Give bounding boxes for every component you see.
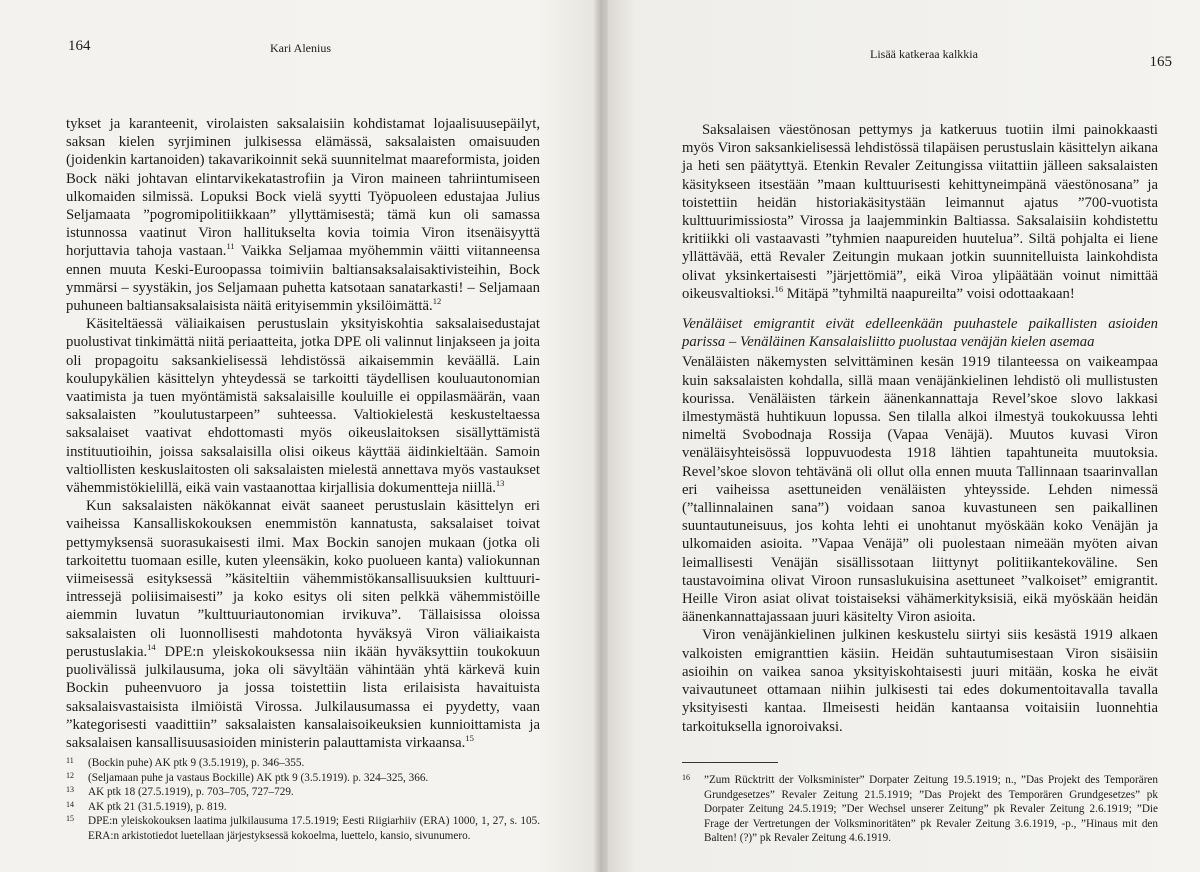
footnote-text: AK ptk 18 (27.5.1919), p. 703–705, 727–729. — [88, 786, 294, 799]
footnote — [66, 771, 540, 786]
paragraph — [66, 497, 540, 752]
paragraph-text: Mitäpä ”tyhmiltä naapureilta” voisi odottaakaan! — [783, 285, 1075, 302]
footnote-number: 13 — [66, 785, 74, 795]
footnote-number: 12 — [66, 770, 74, 780]
paragraph — [682, 121, 1158, 303]
right-page — [606, 0, 1200, 872]
footnote-number: 16 — [682, 773, 690, 782]
page-number: 165 — [1149, 54, 1172, 70]
paragraph-text: DPE:n yleiskokouksessa niin ikään hyväksyttiin toukokuun puolivälissä julkilausuma, joka oli sävyltään vähintään yhtä kärkevä kuin Bockin puheenvuoro ja jossa toistettiin lista erilaisista havaituista saksalaisvastaisista ilmiöistä Virossa. Julkilausumassa ei pyydetty, vaan ”kategorisesti vaadittiin” saksalaisten kansalaisoikeuksien kunnioittamista ja saksalaisen kansallisuusasioiden ministerin palauttamista virkaansa. — [66, 643, 540, 751]
footnote-rule — [682, 762, 778, 763]
footnotes — [682, 773, 1158, 846]
footnote-text: ”Zum Rücktritt der Volksminister” Dorpater Zeitung 19.5.1919; n., ”Das Projekt des Temporären Grundgesetzes” Revaler Zeitung 21.5.1919; ”Das Projekt des Temporären Grundgesetzes” pk Dorpater Zeitung 24.5.1919; ”Der Wechsel unserer Zeitung” pk Revaler Zeitung 2.6.1919; ”Die Frage der Vertretungen der Volksminoritäten” pk Revaler Zeitung 3.6.1919, -p., ”Hinaus mit den Balten! (?)” pk Revaler Zeitung 4.6.1919. — [704, 774, 1158, 845]
footnote-number: 14 — [66, 799, 74, 809]
paragraph-text: Vaikka Seljamaa myöhemmin väitti viitanneensa ennen muuta Keski-Euroopassa toimiviin baltiansaksalaisaktivisteihin, Bock ymmärsi – syystäkin, jos Seljamaan puhetta katsotaan sanatarkasti! – Seljamaan puhuneen baltiansaksalaisista näitä erityisemmin yksilöimättä. — [66, 243, 540, 315]
left-page — [0, 0, 596, 872]
paragraph — [682, 353, 1158, 626]
paragraph-text: Kun saksalaisten näkökannat eivät saaneet perustuslain käsittelyn eri vaiheissa Kansalliskokouksen enemmistön kannatusta, saksalaiset toivat pettymyksensä suorasukaisesti ilmi. Max Bockin sanojen mukaan (jotka oli tarkoitettu tuomaan esille, kuten yleensäkin, koko puolueen kanta) valiokunnan viimeisessä esityksessä ”käsiteltiin vähemmistökansallisuuksien kulttuuri-intressejä poliisimaisesti” ja koko esitys oli siten pelkkä vähemmistöille aiemmin luvatun ”kulttuuriautonomian irvikuva”. Tällaisissa oloissa saksalaisten oli luonnollisesti mahdotonta hyväksyä Viron väliaikaista perustuslakia. — [66, 498, 540, 660]
footnote — [66, 800, 540, 815]
footnote-ref: 11 — [226, 241, 235, 252]
section-heading — [682, 315, 1158, 351]
footnote-ref: 15 — [465, 732, 474, 743]
footnote-text: DPE:n yleiskokouksen laatima julkilausuma 17.5.1919; Eesti Riigiarhiiv (ERA) 1000, 1, 27, s. 105. ERA:n arkistotiedot luetellaan järjestyksessä kokoelma, luettelo, kansio, sivunumero. — [88, 815, 540, 842]
running-head: Kari Alenius — [270, 41, 331, 55]
paragraph — [66, 115, 540, 315]
footnote-text: (Seljamaan puhe ja vastaus Bockille) AK ptk 9 (3.5.1919). p. 324–325, 366. — [88, 771, 429, 784]
footnote-text: (Bockin puhe) AK ptk 9 (3.5.1919), p. 346–355. — [88, 757, 305, 769]
paragraph-text: Venäläiset emigrantit eivät edelleenkään puuhastele paikallisten asioiden parissa – Venäläinen Kansalaisliitto puolustaa venäjän kielen asemaa — [682, 316, 1158, 351]
footnote-ref: 12 — [432, 296, 442, 307]
footnote — [66, 814, 540, 843]
footnote-ref: 14 — [147, 641, 156, 652]
footnote — [682, 773, 1158, 846]
footnote-ref: 13 — [495, 478, 505, 489]
paragraph-text: Venäläisten näkemysten selvittäminen kesän 1919 tilanteessa on vaikeampaa kuin saksalaisten kohdalla, sillä maan venäjänkielinen lehdistö oli mullistusten kourissa. Venäläisten tärkein äänenkannattaja Revel’skoe slovo lakkasi ilmestymästä huhtikuun lopussa. Sen tilalla alkoi ilmestyä toukokuussa lehti nimeltä Svobodnaja Rossija (Vapaa Venäjä). Muutos kuvasi Viron venäläisyhteisössä loppuvuodesta 1918 lähtien tapahtuneita muutoksia. Revel’skoe slovon tehtävänä oli ollut olla ennen muuta Tallinnaan tsaarinvallan eri vaiheissa asettuneiden venäläisten yhteysside. Lehden nimessä (”tallinnalainen sana”) voidaan sanoa kuvastuneen sen paikallinen suuntautuneisuus, jos kohta lehti ei unohtanut myöskään koko Venäjän ja ulkomaiden asioita. ”Vapaa Venäjä” oli puolestaan nimeään myöten aivan leimallisesti Venäjän sisällissotaan liittynyt politiikantekoväline. Sen taustavoimina olivat Viroon runsaslukuisina asettuneet ”valkoiset” emigrantit. Heille Viron asiat olivat toistaiseksi vähämerkityksisiä, eikä myöskään heidän äänenkannattajassaan juuri käsitelty Viron asioita. — [682, 354, 1158, 626]
page-number: 164 — [68, 38, 91, 54]
paragraph-text: Käsiteltäessä väliaikaisen perustuslain yksityiskohtia saksalaisedustajat puolustivat tinkimättä niitä periaatteita, jotka DPE oli valinnut linjakseen ja joita oli propagoitu saksankielisessä lehdistössä aikaisemmin keväällä. Lain koulupykälien käsittelyn yhteydessä se tarkoitti täydellisen kouluautonomian vaatimista ja tuen myöntämistä saksalaisille kouluille ei oppilasmäärän, vaan saksalaisten ”koulutustarpeen” suhteessa. Valtiokielestä keskusteltaessa saksalaiset vaativat ehdottomasti myös oikeuslaitoksen sisällyttämistä instituutioihin, joissa saksalaisilla olisi oikeus käyttää äidinkieltään. Samoin valtiollisten keskuslaitosten oli saksalaisten mielestä annettava myös vastaukset vähemmistökielillä, eikä vain vastaanottaa kirjallisia dokumentteja niillä. — [66, 316, 540, 497]
footnote-number: 11 — [66, 756, 74, 765]
body-text — [682, 121, 1158, 736]
paragraph-text: Saksalaisen väestönosan pettymys ja katkeruus tuotiin ilmi painokkaasti myös Viron saksankielisessä lehdistössä tilapäisen perustuslain käsittelyn aikana ja heti sen päätyttyä. Etenkin Revaler Zeitungissa viitattiin jälleen saksalaisten käsitykseen itsestään ”maan kulttuurisesti kehittyneimpänä väestönosana” ja toistettiin heidän historiakäsitystään leimannut ajatus ”700-vuotista kulttuurimissiosta” Virossa ja laajemminkin Baltiassa. Saksalaisiin kohdistettu kritiikki oli vastaavasti ”tyhmien naapureiden huutelua”. Siltä pohjalta ei liene yllättävää, että Revaler Zeitungin mukaan jotkin suunnitelluista lainkohdista olivat yksinkertaisesti ”järjettömiä”, eikä Viroa ylipäätään voinut nimittää oikeusvaltioksi. — [682, 122, 1158, 302]
footnote-number: 15 — [66, 814, 74, 824]
footnote-ref: 16 — [774, 283, 784, 294]
footnote-text: AK ptk 21 (31.5.1919), p. 819. — [88, 800, 227, 813]
footnote — [66, 756, 540, 771]
footnote — [66, 785, 540, 800]
paragraph-text: Viron venäjänkielinen julkinen keskustelu siirtyi siis kesästä 1919 alkaen valkoisten emigranttien käsiin. Heidän suhtautumisestaan Viron sisäisiin asioihin on vaikea sanoa yksityiskohtaisesti juuri mitään, koska he eivät vaivautuneet ottamaan niihin julkisesti tai edes dokumentoitavalla tavalla yksityisesti kantaa. Ilmeisesti heidän kantaansa voitaisiin luonnehtia tarkoituksella ignoroivaksi. — [682, 627, 1158, 735]
paragraph-text: tykset ja karanteenit, virolaisten saksalaisiin kohdistamat lojaalisuusepäilyt, saksan kielen syrjiminen julkisessa elämässä, saksalaisten omaisuuden (joidenkin kartanoiden) takavarikoinnit sekä suunnitelmat maareformista, joiden Bock näki johtavan elintarvikekatastrofiin ja Viron maineen tahriintumiseen ulkomaiden silmissä. Lopuksi Bock vielä syytti Työpuoleen edustajaa Julius Seljamaata ”pogromipolitiikkaan” yllyttämisestä; tämä kun oli samassa istunnossa vaatinut Viron hallitukselta kovia toimia Viron itsenäisyyttä horjuttavia tahoja vastaan. — [66, 116, 540, 260]
paragraph — [682, 626, 1158, 735]
running-head: Lisää katkeraa kalkkia — [870, 47, 978, 61]
body-text — [66, 115, 540, 752]
paragraph — [66, 315, 540, 497]
footnotes — [66, 756, 540, 844]
